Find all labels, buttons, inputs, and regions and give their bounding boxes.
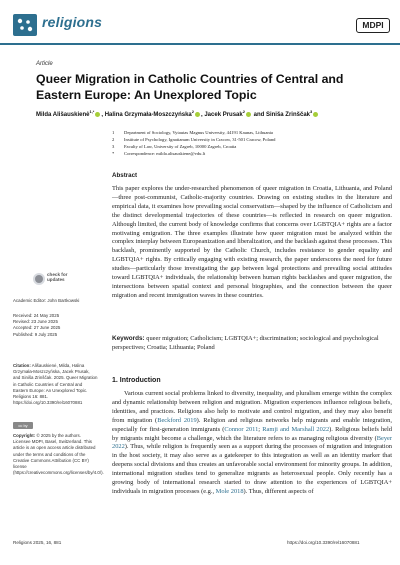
check-updates-label: check for updates xyxy=(47,272,68,283)
citation-block xyxy=(13,363,98,406)
copyright-text: © 2025 by the authors. Licensee MDPI, Basel, Switzerland. This article is an open access article distributed under the terms and conditions of the Creative Commons Attribution (CC BY) license (https://creativecommons.org/licenses/by/4.0/). xyxy=(13,433,104,476)
author-affiliation-marker: 2 xyxy=(191,109,194,114)
author-name[interactable]: Halina Grzymała-Moszczyńska xyxy=(104,112,192,118)
introduction-text: Various current social problems linked to diversity, inequality, and pluralism emerge within the complex and dynamic relationship between religion and migration. Migration experiences influence religious beliefs, identities, and practices. Religions also help to motivate and control migration, and they may also benefit from migration (Beckford 2019). Religion and religious networks help migrants and enable integration, especially for first-generation immigrants (Connor 2011; Ramji and Marshall 2022). Religious beliefs held by migrants might become a challenge, which the literature refers to as managing religious diversity (Beyer 2022). Thus, while religion is frequently seen as a support during the processes of migration and integration in the host society, it may also serve as a gatekeeper to this integration as well as an identity marker that deepens social divisions and thus creates an unfavorable social environment for minority groups. In addition, international migration studies tend to generalize migrants as heterosexual people. Only recently has a growing body of international research started to draw attention to the experiences of LGBTQIA+ individuals in migration processes (e.g., Mole 2018). Thus, different aspects of xyxy=(112,390,392,495)
orcid-icon[interactable] xyxy=(246,112,251,117)
abstract-text: This paper explores the under-researched phenomenon of queer migration in Croatia, Lithuania, and Poland—three post-communist, Catholic-majority countries. Drawing on existing studies in the literature and empirical data, it examines how prevailing social conservatism—shaped by the influence of Catholicism and the distinct developmental trajectories of these countries—is reflected in research on queer migration. Although limited, the current body of knowledge confirms that concerns over LGBTQIA+ rights are a factor motivating emigration. The three examples illustrate how queer migration must be analyzed within the complex interplay between Europeanization and liberalization, and the backlash against these processes. This backlash, prominently supported by the Catholic Church, includes resistance to gender equality and LGBTQIA+ rights. By critically engaging with existing research, the paper underscores the need for future studies—particularly those investigating the gap between legal protections and prevailing social attitudes toward LGBTQIA+ individuals, the relationship between human rights backlashes and queer migration, the intersections between spatial context and personal biographies, and the connection between the queer migration and recent immigration waves in these countries. xyxy=(112,185,392,299)
orcid-icon[interactable] xyxy=(313,112,318,117)
footer-doi-link[interactable]: https://doi.org/10.3390/rel16070881 xyxy=(287,540,360,545)
keywords-text: queer migration; Catholicism; LGBTQIA+; discrimination; sociological and psychological perspectives; Croatia; Lithuania; Poland xyxy=(112,335,379,351)
publisher-logo[interactable]: MDPI xyxy=(356,18,390,33)
citation-link[interactable]: Mole 2018 xyxy=(215,487,244,495)
copyright-block xyxy=(13,433,104,476)
affiliation-item: 3 Faculty of Law, University of Zagreb, 10000 Zagreb, Croatia xyxy=(112,144,237,149)
check-updates-icon xyxy=(33,273,45,285)
author-list: Milda Ališauskienė$^{1,*}$, Halina Grzymała-Moszczyńska$^2$, Jacek Prusak$^2$ and Siniša Zrinščak$^3$ xyxy=(36,108,396,119)
citation-link[interactable]: Ramji and Marshall 2022 xyxy=(262,425,330,433)
footer-journal-ref: Religions 2025, 16, 881 xyxy=(13,540,62,545)
journal-logo-icon[interactable] xyxy=(13,14,37,36)
date-item: Published: 9 July 2025 xyxy=(13,331,58,337)
author-affiliation-marker: 3 xyxy=(310,109,313,114)
orcid-icon[interactable] xyxy=(195,112,200,117)
article-dates xyxy=(13,313,98,338)
affiliation-item: 2 Institute of Psychology, Ignatianum University in Cracow, 31-501 Cracow, Poland xyxy=(112,137,276,142)
article-title: Queer Migration in Catholic Countries of Central and Eastern Europe: An Unexplored Topic xyxy=(36,72,344,103)
author-affiliation-marker: 2 xyxy=(242,109,245,114)
date-item: Received: 24 May 2025 xyxy=(13,313,60,318)
article-type: Article xyxy=(36,61,53,67)
academic-editor: Academic Editor: John Bartkowski xyxy=(13,298,80,303)
author-name[interactable]: Siniša Zrinščak xyxy=(265,112,310,118)
citation-label: Citation: xyxy=(13,363,31,368)
affiliation-item: * Correspondence: milda.alisauskiene@vdu.lt xyxy=(112,151,206,156)
citation-text: Ališauskienė, Milda, Halina Grzymała-Moszczyńska, Jacek Prusak, and Siniša Zrinščak. 2025. Queer Migration in Catholic Countries of Central and Eastern Europe: An Unexplored Topic. Religions 16: 881. https://doi.org/10.3390/rel16070881 xyxy=(13,363,98,406)
author-affiliation-marker: 1,* xyxy=(89,109,95,114)
citation-link[interactable]: Beckford 2019 xyxy=(157,416,197,424)
section-heading: 1. Introduction xyxy=(112,377,161,384)
header-divider xyxy=(0,43,400,45)
copyright-label: Copyright: xyxy=(13,433,36,438)
date-item: Accepted: 27 June 2025 xyxy=(13,325,61,331)
citation-link[interactable]: Connor 2011 xyxy=(224,425,259,433)
affiliation-item: 1 Department of Sociology, Vytautas Magnus University, 44191 Kaunas, Lithuania xyxy=(112,130,273,135)
date-item: Revised: 23 June 2025 xyxy=(13,319,58,325)
orcid-icon[interactable] xyxy=(95,112,100,117)
keywords xyxy=(112,335,392,353)
keywords-label: Keywords: xyxy=(112,335,145,342)
author-name[interactable]: Milda Ališauskienė xyxy=(36,112,90,118)
affiliations xyxy=(112,129,392,157)
citation-link[interactable]: Beyer 2022 xyxy=(112,434,392,451)
cc-by-icon: cc by xyxy=(13,422,33,429)
abstract-heading: Abstract xyxy=(112,172,138,179)
cc-license-badge[interactable] xyxy=(13,422,98,431)
check-for-updates-button[interactable] xyxy=(33,272,73,290)
journal-name[interactable]: religions xyxy=(42,14,103,30)
author-name[interactable]: Jacek Prusak xyxy=(204,112,243,118)
